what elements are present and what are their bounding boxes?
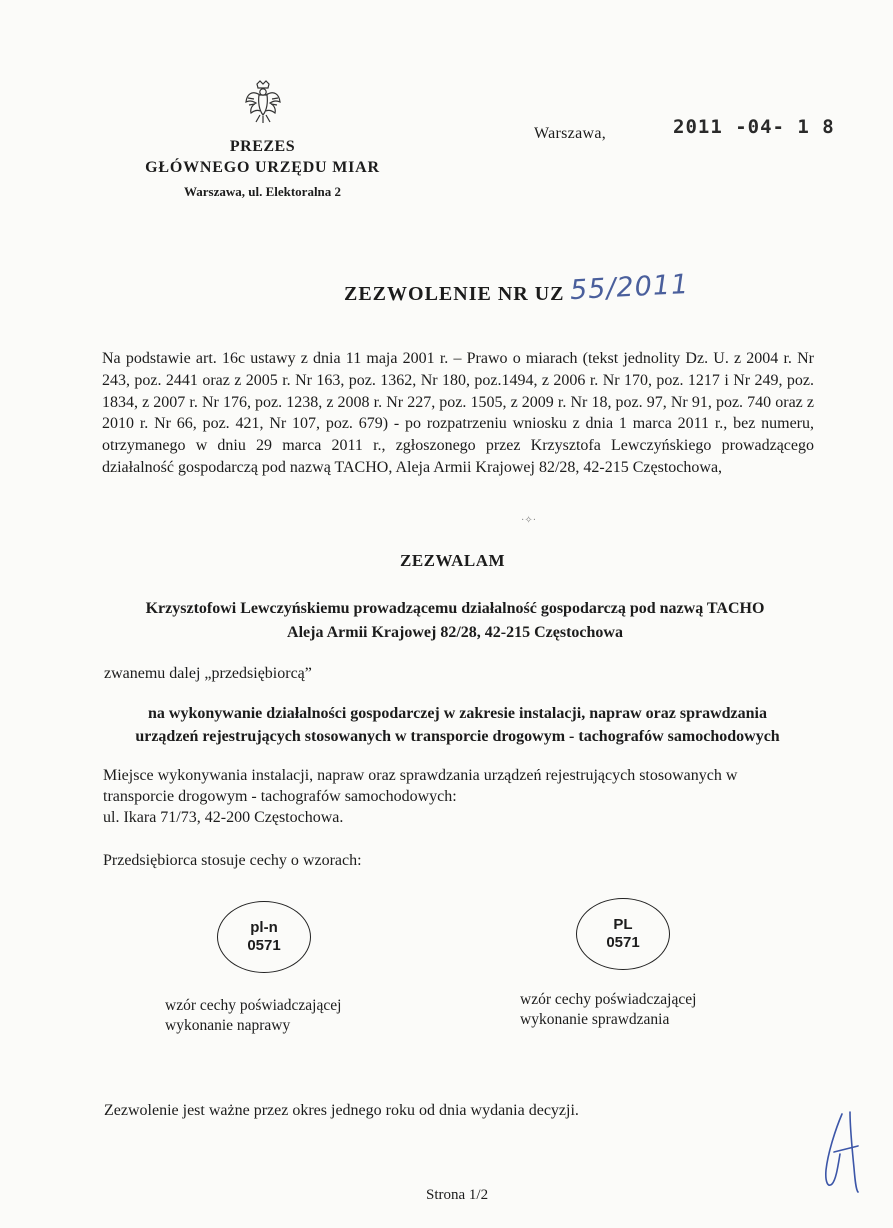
marks-intro: Przedsiębiorca stosuje cechy o wzorach:	[103, 852, 362, 869]
repair-mark-seal	[217, 901, 311, 973]
date-stamp: 2011 -04- 1 8	[673, 116, 835, 138]
stray-mark: ·✧·	[521, 515, 537, 526]
handwritten-initials-icon	[814, 1108, 874, 1200]
permit-title: ZEZWOLENIE NR UZ	[344, 283, 565, 305]
seal-code: pl-n	[250, 919, 278, 936]
legal-basis-paragraph: Na podstawie art. 16c ustawy z dnia 11 maja 2001 r. – Prawo o miarach (tekst jednolity Dz. U. z 2004 r. Nr 243, poz. 2441 oraz z 2005 r. Nr 163, poz. 1362, Nr 180, poz.1494, z 2006 r. Nr 170, poz. 1217 i Nr 249, poz. 1834, z 2007 r. Nr 176, poz. 1238, z 2008 r. Nr 227, poz. 1505, z 2009 r. Nr 18, poz. 97, Nr 91, poz. 740 oraz z 2010 r. Nr 66, poz. 421, Nr 107, poz. 679) - po rozpatrzeniu wniosku z dnia 1 marca 2011 r., bez numeru, otrzymanego w dniu 29 marca 2011 r., zgłoszonego przez Krzysztofa Lewczyńskiego prowadzącego działalność gospodarczą pod nazwą TACHO, Aleja Armii Krajowej 82/28, 42-215 Częstochowa,	[102, 350, 814, 476]
issuer-office: GŁÓWNEGO URZĘDU MIAR	[145, 159, 380, 176]
validity-statement: Zezwolenie jest ważne przez okres jednego roku od dnia wydania decyzji.	[104, 1102, 579, 1119]
verification-mark-seal	[576, 898, 670, 970]
scope-line: na wykonywanie działalności gospodarczej w zakresie instalacji, napraw oraz sprawdzania	[148, 705, 767, 722]
recipient-address: Aleja Armii Krajowej 82/28, 42-215 Częstochowa	[287, 624, 623, 641]
place-line: transporcie drogowym - tachografów samochodowych:	[103, 788, 457, 805]
seal-code: PL	[613, 916, 633, 933]
issue-city: Warszawa,	[534, 125, 607, 142]
issuer-address: Warszawa, ul. Elektoralna 2	[183, 184, 342, 199]
caption-line: wzór cechy poświadczającej	[165, 997, 342, 1014]
seal-number: 0571	[606, 934, 640, 951]
scope-line: urządzeń rejestrujących stosowanych w transporcie drogowym - tachografów samochodowych	[135, 728, 780, 745]
page-number: Strona 1/2	[426, 1187, 489, 1203]
repair-mark-caption	[165, 996, 341, 1036]
place-address: ul. Ikara 71/73, 42-200 Częstochowa.	[103, 809, 344, 826]
seal-number: 0571	[247, 937, 281, 954]
issuer-title: PREZES	[229, 138, 296, 155]
place-of-activity	[103, 765, 818, 828]
verification-mark-caption	[520, 990, 696, 1030]
recipient-name: Krzysztofowi Lewczyńskiemu prowadzącemu działalność gospodarczą pod nazwą TACHO	[145, 600, 765, 617]
polish-eagle-emblem-icon	[244, 80, 282, 124]
issuer-block	[130, 137, 395, 203]
permit-scope	[100, 702, 815, 748]
permit-number-handwritten: 55/2011	[569, 268, 690, 307]
hereafter-clause: zwanemu dalej „przedsiębiorcą”	[104, 665, 312, 682]
caption-line: wykonanie sprawdzania	[520, 1011, 670, 1028]
caption-line: wykonanie naprawy	[165, 1017, 291, 1034]
place-line: Miejsce wykonywania instalacji, napraw oraz sprawdzania urządzeń rejestrujących stosowanych w	[103, 767, 738, 784]
caption-line: wzór cechy poświadczającej	[520, 991, 697, 1008]
recipient-block	[100, 597, 810, 645]
decision-heading: ZEZWALAM	[400, 551, 506, 570]
